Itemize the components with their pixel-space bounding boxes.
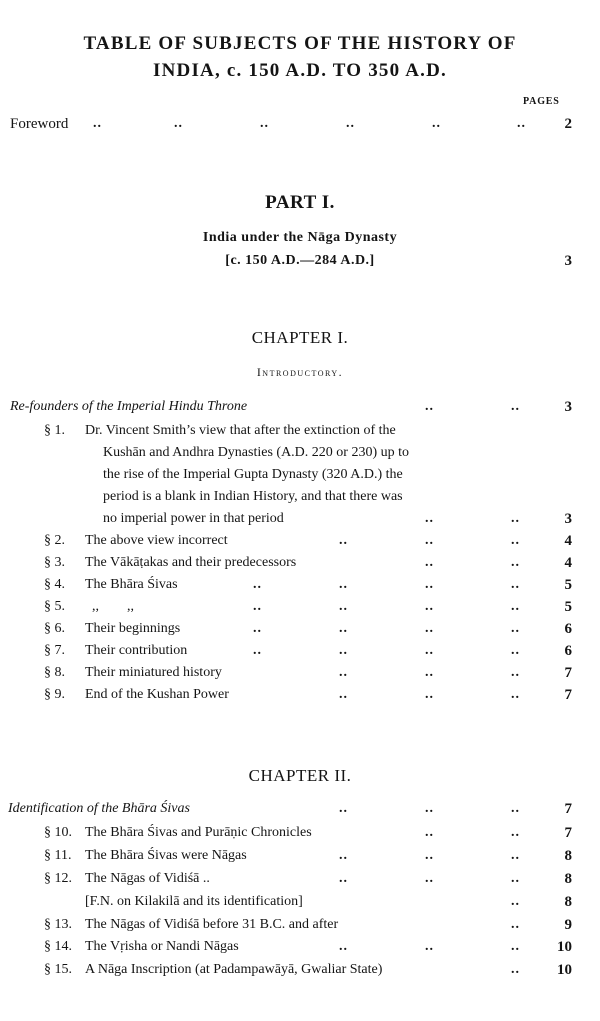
leader-dots: .. [511, 825, 520, 840]
leader-dots: .. [425, 621, 434, 636]
leader-dots: .. [425, 801, 434, 816]
leader-dots: .. [511, 687, 520, 702]
section-title: The Nāgas of Vidiśā before 31 B.C. and after [85, 917, 339, 932]
chapter-1-subtitle: Introductory. [256, 365, 344, 379]
leader-dots: .. [425, 825, 434, 840]
leader-dots: .. [425, 643, 434, 658]
leader-dots: .. [339, 801, 348, 816]
section-page: 10 [557, 939, 572, 955]
section-title: The Bhāra Śivas and Purāṇic Chronicles [85, 825, 312, 840]
leader-dots: .. [511, 577, 520, 592]
title-line-1: TABLE OF SUBJECTS OF THE HISTORY OF [83, 33, 517, 54]
leader-dots: .. [511, 917, 520, 932]
section-number: § 4. [44, 577, 65, 592]
section-number: § 2. [44, 533, 65, 548]
leader-dots: .. [511, 599, 520, 614]
section-page: 8 [564, 894, 572, 910]
leader-dots: .. [253, 643, 262, 658]
leader-dots: .. [253, 599, 262, 614]
leader-dots: .. [511, 665, 520, 680]
leader-dots: .. [339, 643, 348, 658]
section-page: 4 [564, 555, 572, 571]
leader-dots: .. [511, 533, 520, 548]
section-page: 8 [564, 871, 572, 887]
leader-dots: .. [339, 577, 348, 592]
section-number: § 3. [44, 555, 65, 570]
leader-dots: .. [511, 555, 520, 570]
section-title: ,, ,, [92, 599, 134, 614]
section-title: The Bhāra Śivas [85, 577, 178, 592]
leader-dots: .. [425, 511, 434, 526]
section-page: 4 [564, 533, 572, 549]
leader-dots: .. [93, 116, 102, 131]
section-number: § 6. [44, 621, 65, 636]
section-page: 6 [564, 621, 572, 637]
leader-dots: .. [339, 621, 348, 636]
chapter-1-topic: Re-founders of the Imperial Hindu Throne [10, 399, 248, 414]
section-number: § 10. [44, 825, 72, 840]
section-title: A Nāga Inscription (at Padampawāyā, Gwaliar State) [85, 962, 383, 977]
leader-dots: .. [425, 577, 434, 592]
section-title: Their miniatured history [85, 665, 222, 680]
section-number: § 11. [44, 848, 72, 863]
section-page: 9 [564, 917, 572, 933]
chapter-2-topic: Identification of the Bhāra Śivas [8, 801, 190, 816]
leader-dots: .. [425, 687, 434, 702]
title-line-2: INDIA, c. 150 A.D. TO 350 A.D. [153, 60, 447, 81]
part-subtitle: India under the Nāga Dynasty [202, 230, 398, 245]
section-text-line: no imperial power in that period [103, 511, 284, 526]
section-number: § 5. [44, 599, 65, 614]
section-page: 5 [564, 599, 572, 615]
section-number: § 9. [44, 687, 65, 702]
section-title: The Vākāṭakas and their predecessors [85, 555, 297, 570]
section-text-line: Dr. Vincent Smith’s view that after the extinction of the [85, 423, 396, 438]
section-page: 6 [564, 643, 572, 659]
leader-dots: .. [511, 511, 520, 526]
leader-dots: .. [425, 665, 434, 680]
section-text-line: Kushān and Andhra Dynasties (A.D. 220 or 230) up to [103, 445, 410, 460]
leader-dots: .. [425, 599, 434, 614]
section-title: End of the Kushan Power [85, 687, 229, 702]
leader-dots: .. [339, 533, 348, 548]
section-title: The Nāgas of Vidiśā .. [85, 871, 210, 886]
part-heading: PART I. [265, 192, 335, 213]
leader-dots: .. [511, 962, 520, 977]
leader-dots: .. [511, 871, 520, 886]
leader-dots: .. [339, 599, 348, 614]
section-text-line: period is a blank in Indian History, and that there was [103, 489, 403, 504]
leader-dots: .. [511, 801, 520, 816]
section-title: Their contribution [85, 643, 188, 658]
chapter-2-topic-page: 7 [564, 801, 572, 817]
leader-dots: .. [511, 894, 520, 909]
section-page: 10 [557, 962, 572, 978]
leader-dots: .. [511, 939, 520, 954]
part-range: [c. 150 A.D.—284 A.D.] [225, 253, 375, 268]
section-number: § 13. [44, 917, 72, 932]
section-title: The Bhāra Śivas were Nāgas [85, 848, 247, 863]
leader-dots: .. [174, 116, 183, 131]
section-page: 7 [564, 665, 572, 681]
section-number: § 15. [44, 962, 72, 977]
leader-dots: .. [253, 621, 262, 636]
footnote-entry: [F.N. on Kilakilā and its identification] [85, 894, 303, 909]
leader-dots: .. [425, 939, 434, 954]
leader-dots: .. [511, 399, 520, 414]
leader-dots: .. [511, 621, 520, 636]
part-page: 3 [564, 253, 572, 269]
foreword-label: Foreword [10, 116, 69, 132]
section-page: 5 [564, 577, 572, 593]
leader-dots: .. [339, 871, 348, 886]
leader-dots: .. [253, 577, 262, 592]
chapter-2-heading: CHAPTER II. [248, 766, 352, 785]
leader-dots: .. [339, 665, 348, 680]
leader-dots: .. [346, 116, 355, 131]
leader-dots: .. [511, 643, 520, 658]
section-page: 7 [564, 825, 572, 841]
leader-dots: .. [432, 116, 441, 131]
section-text-line: the rise of the Imperial Gupta Dynasty (320 A.D.) the [103, 467, 403, 482]
pages-header: PAGES [523, 96, 560, 107]
section-number: § 1. [44, 423, 65, 438]
leader-dots: .. [511, 848, 520, 863]
leader-dots: .. [517, 116, 526, 131]
chapter-1-topic-page: 3 [564, 399, 572, 415]
section-page: 3 [564, 511, 572, 527]
section-number: § 7. [44, 643, 65, 658]
leader-dots: .. [425, 399, 434, 414]
leader-dots: .. [425, 848, 434, 863]
chapter-1-heading: CHAPTER I. [251, 328, 349, 347]
leader-dots: .. [425, 555, 434, 570]
section-title: Their beginnings [85, 621, 181, 636]
section-number: § 14. [44, 939, 72, 954]
section-page: 8 [564, 848, 572, 864]
section-title: The above view incorrect [85, 533, 228, 548]
section-title: The Vṛisha or Nandi Nāgas [85, 939, 239, 954]
leader-dots: .. [260, 116, 269, 131]
leader-dots: .. [339, 939, 348, 954]
section-number: § 8. [44, 665, 65, 680]
leader-dots: .. [339, 848, 348, 863]
section-page: 7 [564, 687, 572, 703]
leader-dots: .. [425, 871, 434, 886]
leader-dots: .. [339, 687, 348, 702]
foreword-page: 2 [564, 116, 572, 132]
leader-dots: .. [425, 533, 434, 548]
section-number: § 12. [44, 871, 72, 886]
